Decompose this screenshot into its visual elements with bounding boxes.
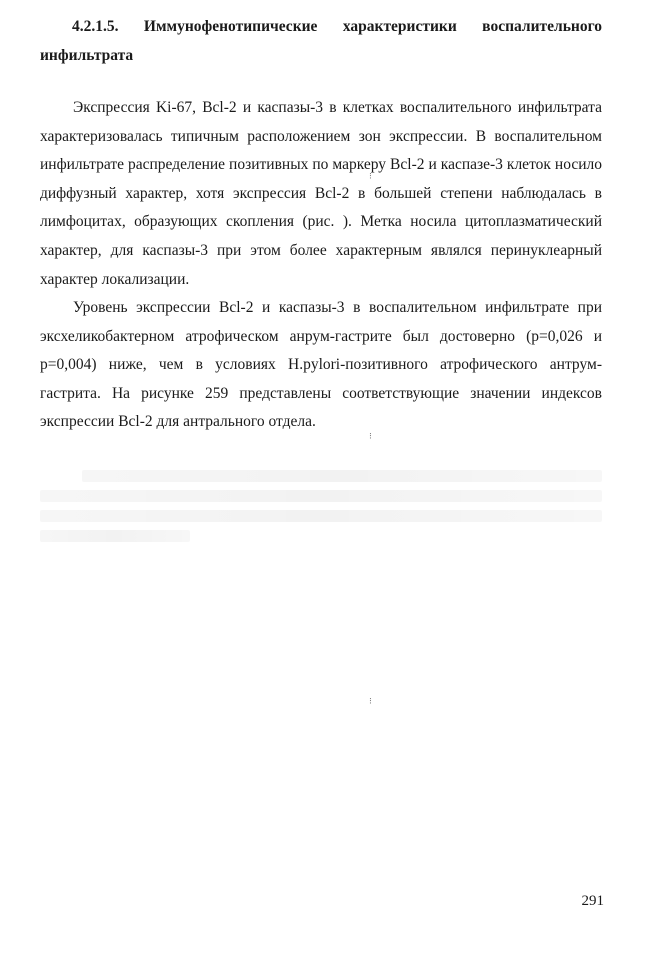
scan-speck: ⁝ — [369, 697, 372, 707]
paragraph-expression-zones: Экспрессия Ki-67, Bcl-2 и каспазы-3 в клетках воспалительного инфильтрата характеризовалась типичным расположением зон экспрессии. В воспалительном инфильтрате распределение позитивных по маркеру Bcl-2 и каспазе-3 клеток носило диффузный характер, хотя экспрессия Bcl-2 в большей степени наблюдалась в лимфоцитах, образующих скопления (рис. ). Метка носила цитоплазматический характер, для каспазы-3 при этом более характерным являлся перинуклеарный характер локализации. — [40, 99, 602, 288]
show-through-line — [40, 530, 190, 542]
page-number: 291 — [581, 893, 604, 909]
show-through-line — [82, 470, 602, 482]
scan-speck: ⁝ — [369, 432, 372, 442]
show-through-line — [40, 510, 602, 522]
show-through-line — [40, 490, 602, 502]
paragraph-expression-level: Уровень экспрессии Bcl-2 и каспазы-3 в воспалительном инфильтрате при эксхеликобактерном атрофическом анрум-гастрите был достоверно (p=0,026 и p=0,004) ниже, чем в условиях H.pylori-позитивного атрофического антрум-гастрита. На рисунке 259 представлены соответствующие значении индексов экспрессии Bcl-2 для антрального отдела. — [40, 299, 602, 431]
section-heading: 4.2.1.5. Иммунофенотипические характеристики воспалительного инфильтрата — [40, 18, 602, 64]
scan-speck: ⁝ — [369, 172, 372, 182]
